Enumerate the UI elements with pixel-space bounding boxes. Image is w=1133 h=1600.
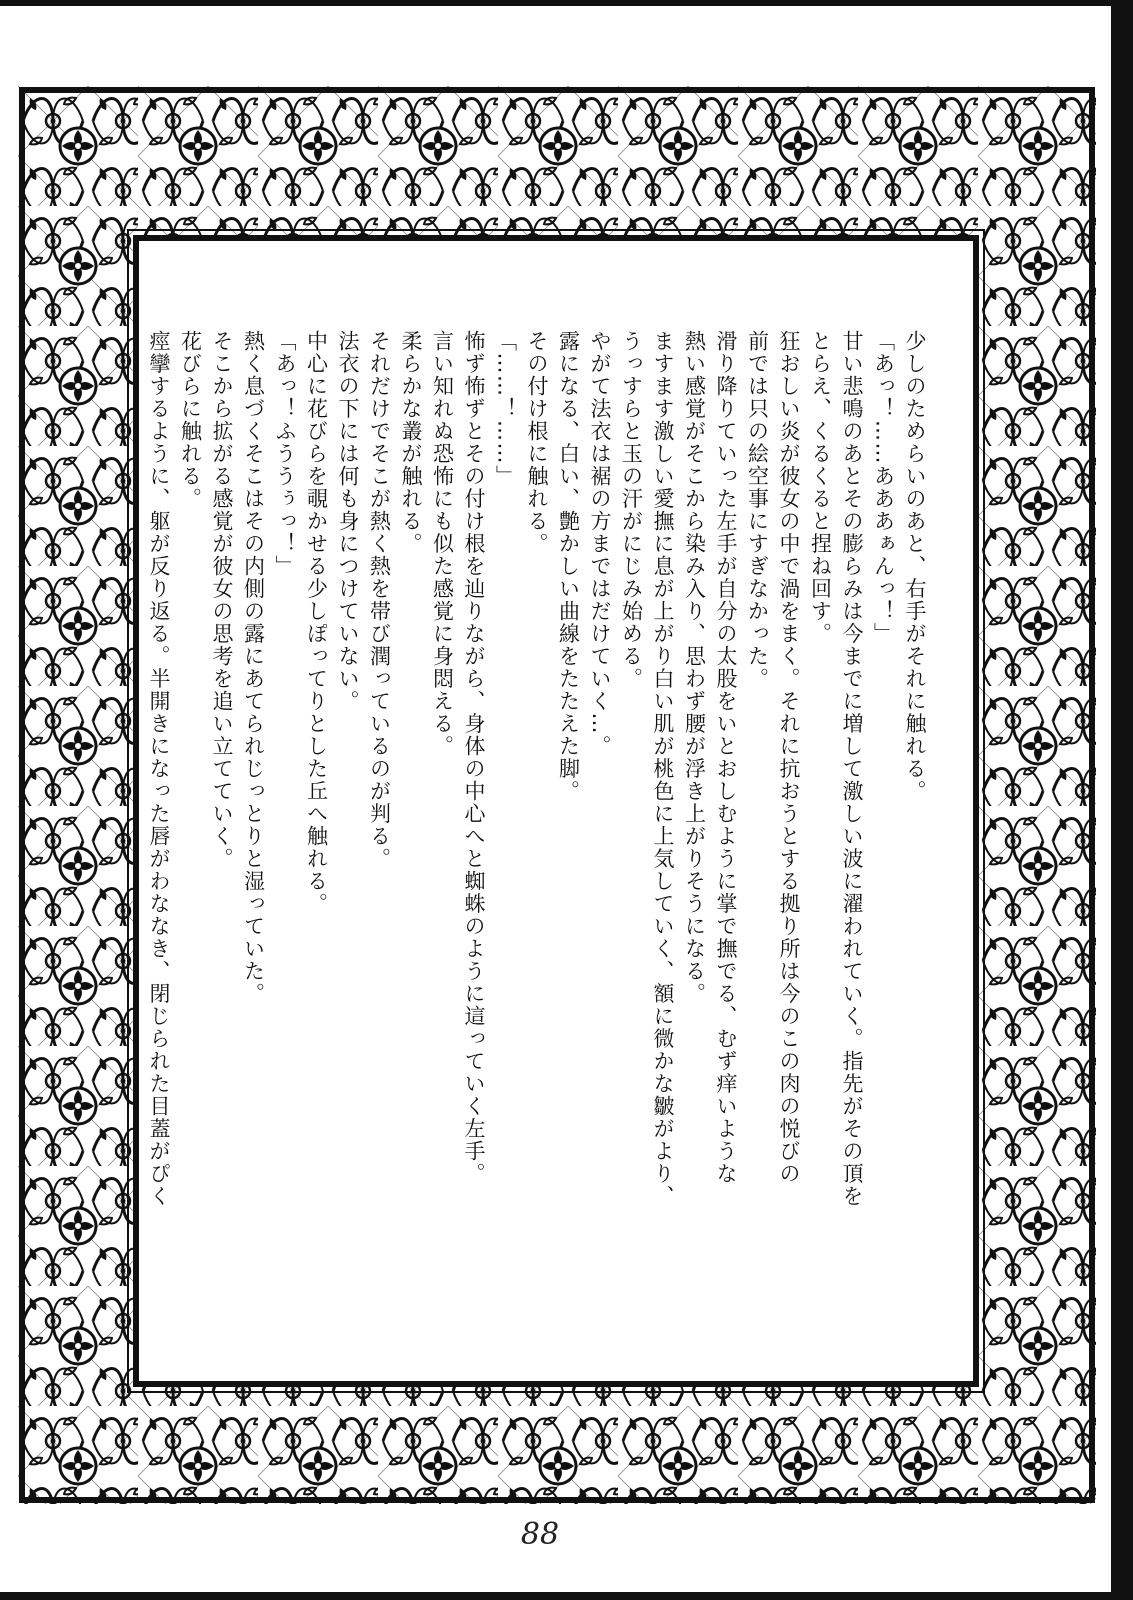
scan-edge-top [0,0,1133,6]
scan-edge-right [1111,0,1133,1600]
text-line: うっすらと玉の汗がにじみ始める。 [619,330,644,690]
text-line: 前では只の絵空事にすぎなかった。 [745,330,770,690]
text-line: 花びらに触れる。 [178,330,203,510]
text-line: それだけでそこが熱く熱を帯び潤っているのが判る。 [367,330,392,870]
text-line: その付け根に触れる。 [525,330,549,555]
text-line: 法衣の下には何も身につけていない。 [336,330,360,713]
text-line: 怖ず怖ずとその付け根を辿りながら、身体の中心へと蜘蛛のように這っていく左手。 [462,330,486,1185]
text-line: 「あっ！ふううぅっ！」 [273,330,297,578]
text-line: 「……！……」 [493,330,518,488]
text-line: 中心に花びらを覗かせる少しぽってりとした丘へ触れる。 [304,330,329,915]
text-line: 柔らかな叢が触れる。 [399,330,423,555]
text-line: 滑り降りていった左手が自分の太股をいとおしむように掌で撫でる、むず痒いような [714,330,738,1185]
text-line: やがて法衣は裾の方まではだけていく…。 [588,330,612,758]
text-line: とらえ、くるくると捏ね回す。 [808,330,833,645]
text-line: 狂おしい炎が彼女の中で渦をまく。それに抗おうとする拠り所は今のこの肉の悦びの [777,330,801,1185]
text-line: 甘い悲鳴のあとその膨らみは今までに増して激しい波に濯われていく。指先がその頂を [840,330,864,1208]
text-line: 痙攣するように、躯が反り返る。半開きになった唇がわななき、閉じられた目蓋がぴく [147,330,171,1208]
text-line: そこから拡がる感覚が彼女の思考を追い立てていく。 [210,330,234,870]
text-line: 言い知れぬ恐怖にも似た感覚に身悶える。 [430,330,455,758]
text-line: 露になる、白い、艶かしい曲線をたたえた脚。 [556,330,581,803]
text-line: 熱い感覚がそこから染み入り、思わず腰が浮き上がりそうになる。 [682,330,707,1005]
scan-edge-bottom [0,1592,1133,1600]
text-line: 「あっ！……あああぁんっ！」 [871,330,896,645]
text-line: 熱く息づくそこはその内側の露にあてられじっとりと湿っていた。 [241,330,266,1005]
page-number: 88 [520,1517,560,1552]
text-line: ますます激しい愛撫に息が上がり白い肌が桃色に上気していく、額に微かな皺がより、 [651,330,675,1208]
text-line: 少しのためらいのあと、右手がそれに触れる。 [903,330,927,803]
body-text [147,330,930,1320]
